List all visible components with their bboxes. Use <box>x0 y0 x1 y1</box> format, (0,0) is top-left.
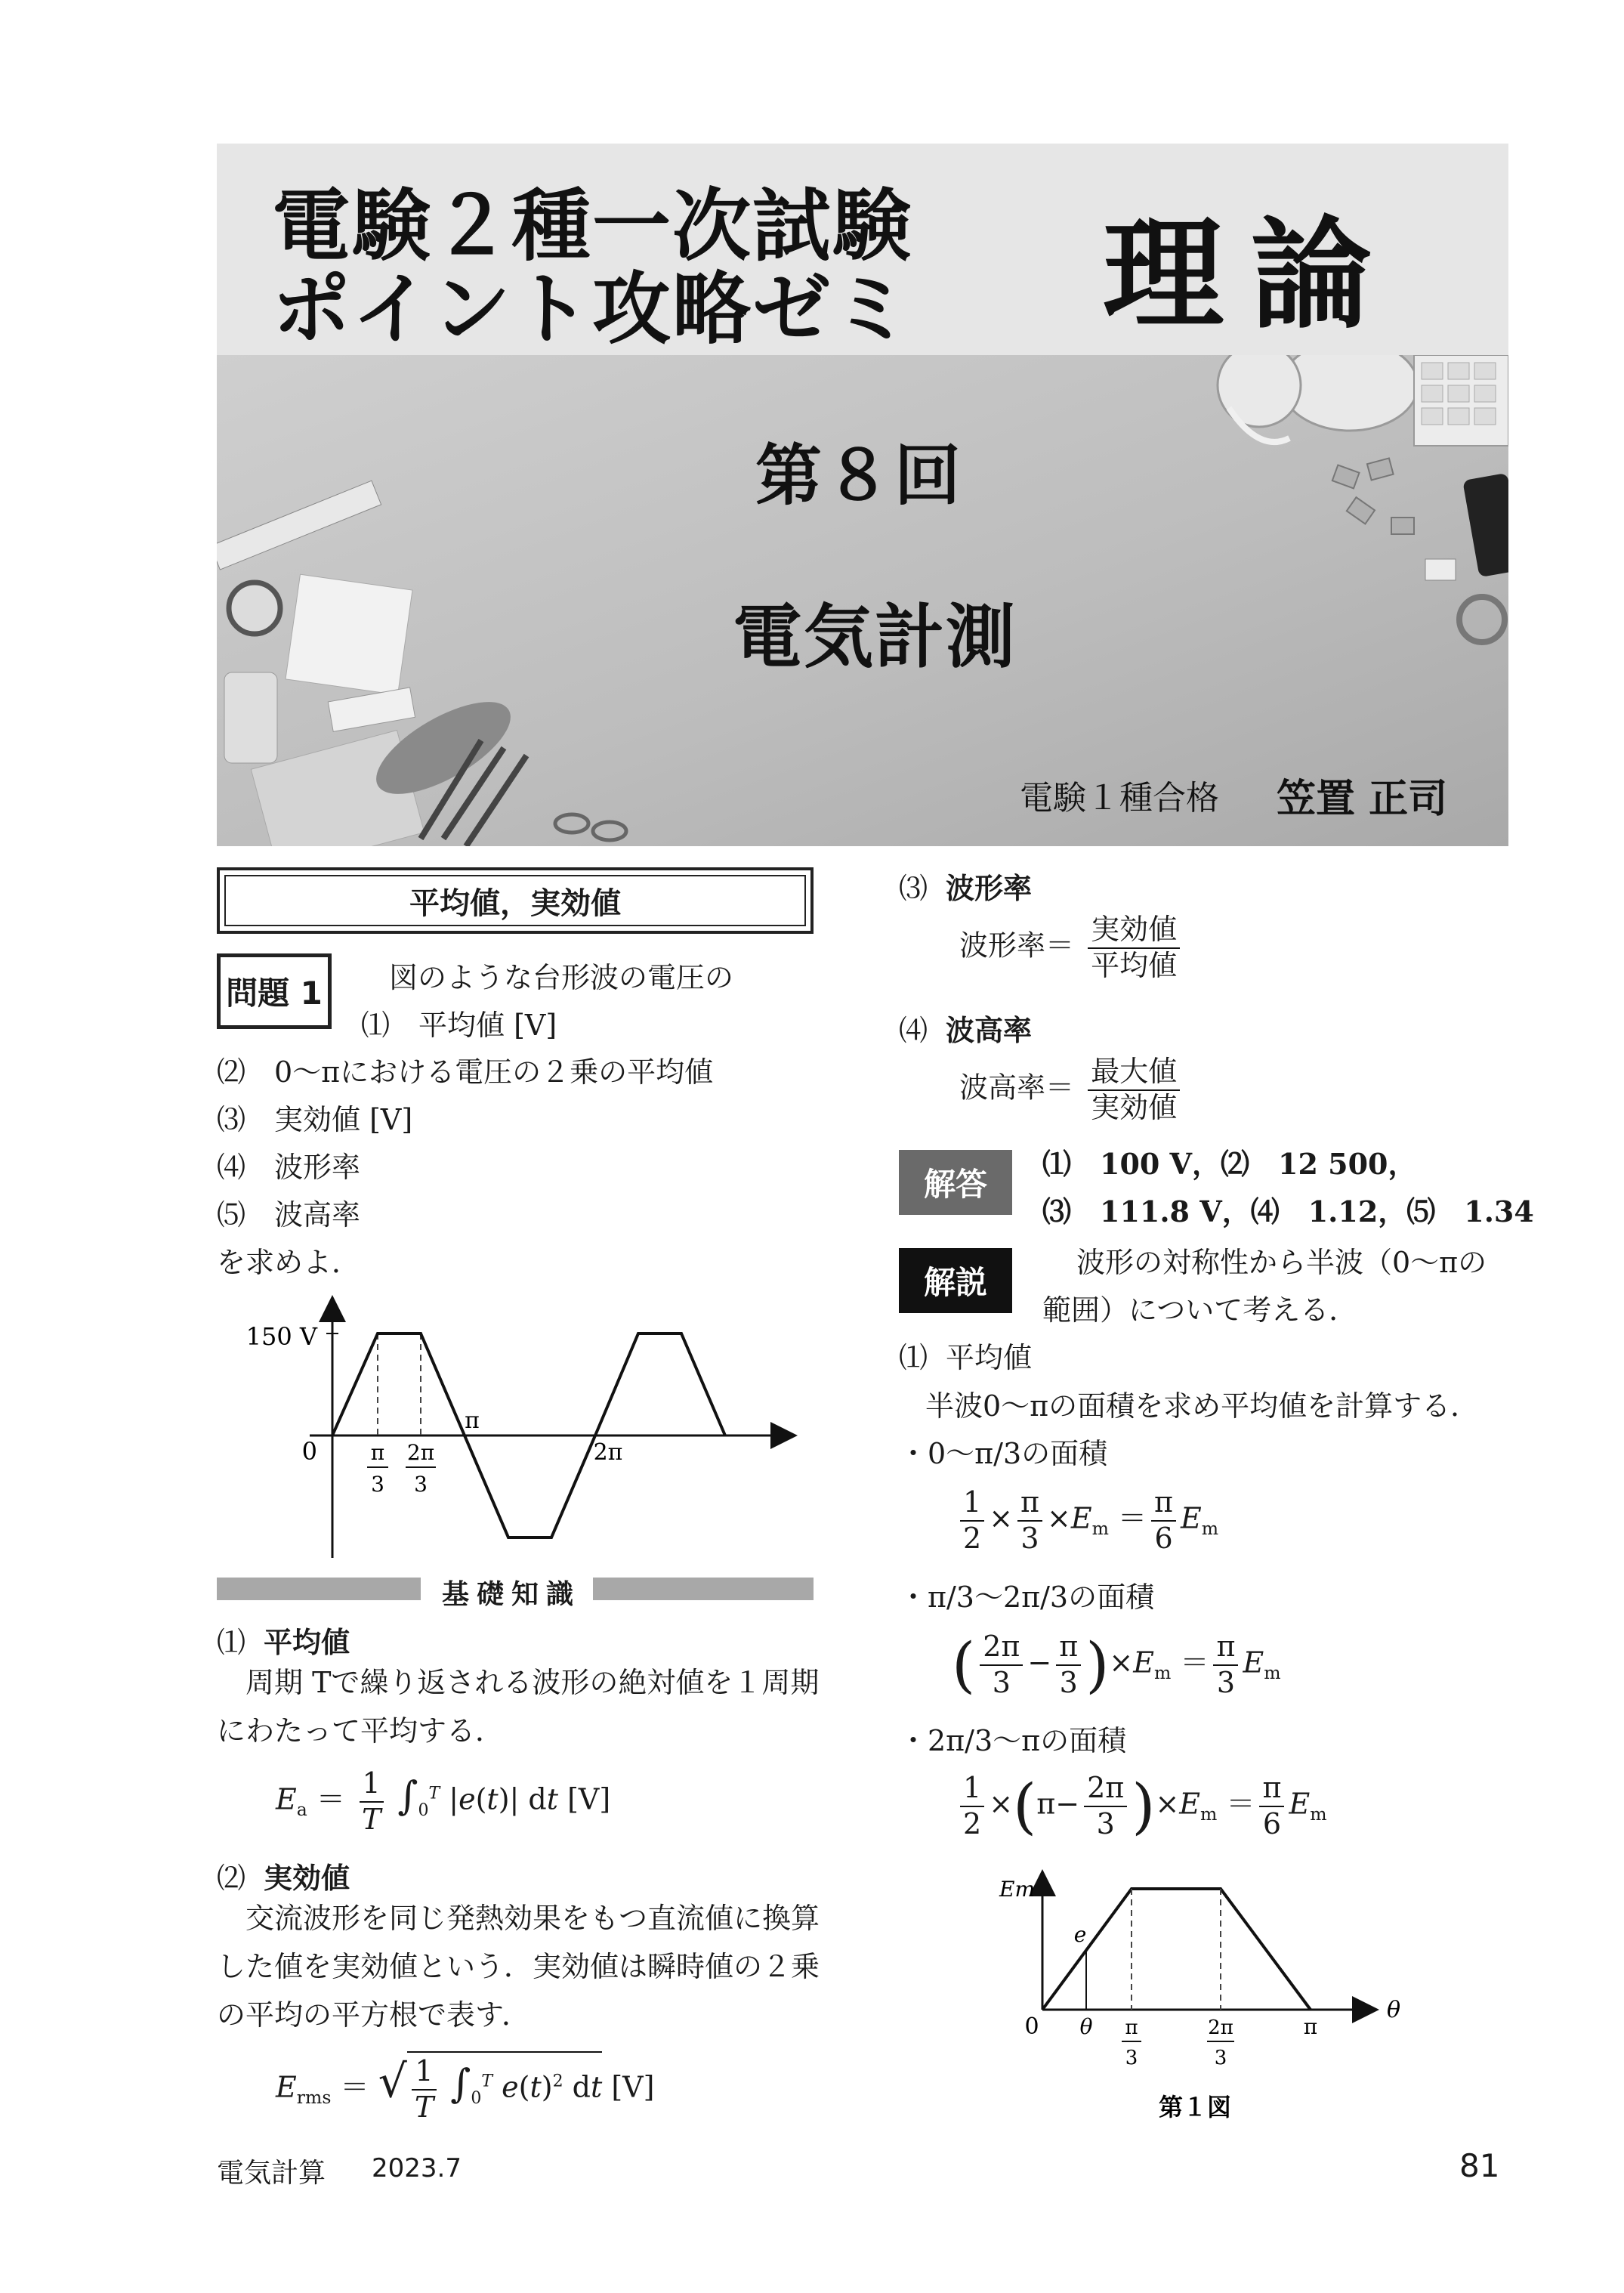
y-max-label: 150 V <box>245 1322 317 1351</box>
tick-2pi3-num: 2π <box>406 1440 435 1465</box>
avg-text-1: 周期 Tで繰り返される波形の絶対値を１周期 <box>245 1666 820 1699</box>
trapezoid-line <box>1042 1889 1311 2010</box>
problem-line: ⑴ 平均値 [V] <box>361 1009 557 1042</box>
problem-line: を求めよ． <box>217 1246 361 1279</box>
rms-heading <box>217 1855 350 1896</box>
sol-num: ⑴ <box>899 1341 928 1374</box>
rms-text-3: の平均の平方根で表す． <box>217 1998 530 2032</box>
subject-title: 理論 <box>1103 204 1400 345</box>
ff-denominator: 平均値 <box>1091 948 1178 982</box>
avg-num: ⑴ <box>217 1626 246 1659</box>
lesson-topic: 電気計測 <box>733 597 1017 678</box>
tick-pi3-num: π <box>370 1440 385 1465</box>
cf-title: 波高率 <box>946 1014 1033 1047</box>
problem-badge: 問題 1 <box>217 953 332 1029</box>
answer-line-1: ⑴ 100 V，⑵ 12 500， <box>1042 1147 1417 1181</box>
ff-title: 波形率 <box>946 872 1033 905</box>
tick-2pi3-den: 3 <box>414 1472 428 1497</box>
problem-line: ⑶ 実効値 [V] <box>217 1103 413 1136</box>
rms-formula: $E_{rms}$ ＝ √ $\frac{1}{T}$ $\int_0^T$ $e(t)^2$ dt [V] <box>276 2051 654 2124</box>
ff-num: ⑶ <box>899 872 928 905</box>
ff-lhs: 波形率＝ <box>959 929 1075 963</box>
tick-pi3-num: π <box>1125 2016 1138 2039</box>
kiso-heading: 基礎知識 <box>442 1579 582 1610</box>
lesson-number: 第８回 <box>755 437 965 515</box>
explain-line-2: 範囲）について考える． <box>1042 1293 1358 1327</box>
series-title-line2: ポイント攻略ゼミ <box>272 263 913 355</box>
cf-denominator: 実効値 <box>1091 1090 1178 1124</box>
answer-line-2: ⑶ 111.8 V，⑷ 1.12，⑸ 1.34 <box>1042 1194 1534 1228</box>
area-2-label: ・π/3〜2π/3の面積 <box>899 1581 1155 1614</box>
explanation-badge: 解説 <box>899 1248 1012 1313</box>
footer-journal: 電気計算 <box>217 2158 326 2189</box>
area-1-label: ・0〜π/3の面積 <box>899 1437 1108 1470</box>
area-3-formula: $\frac{1}{2}$ ×(π− $\frac{2\pi}{3}$ )$\times E_m$ ＝ $\frac{\pi}{6}$ $E_m$ <box>956 1772 1327 1841</box>
avg-formula: $E_a$ ＝ $\frac{1}{T}$ $\int_0^T$ |e(t)| dt [V] <box>276 1766 611 1836</box>
solution-heading <box>899 1343 1032 1372</box>
avg-text-2: にわたって平均する． <box>217 1714 505 1748</box>
area-3-label: ・2π/3〜πの面積 <box>899 1724 1127 1757</box>
crest-factor-formula <box>959 1056 1184 1124</box>
area-1-formula: $\frac{1}{2}$ × $\frac{\pi}{3}$ $\times E_m$ ＝ $\frac{\pi}{6}$ $E_m$ <box>956 1487 1218 1555</box>
origin-label: 0 <box>1024 2013 1039 2040</box>
area-2-formula: ( $\frac{2\pi}{3}$ − $\frac{\pi}{3}$ )$\times E_m$ ＝ $\frac{\pi}{3}$ $E_m$ <box>952 1630 1281 1700</box>
explain-line-1: 波形の対称性から半波（0〜πの <box>1076 1246 1487 1279</box>
avg-title: 平均値 <box>264 1626 350 1659</box>
page-number: 81 <box>1459 2147 1500 2184</box>
problem-line: ⑵ 0〜πにおける電圧の２乗の平均値 <box>217 1055 714 1089</box>
avg-heading <box>217 1619 350 1661</box>
sol-title: 平均値 <box>946 1341 1033 1374</box>
ff-numerator: 実効値 <box>1088 914 1180 949</box>
rms-text-2: した値を実効値という．実効値は瞬時値の２乗 <box>217 1950 820 1983</box>
author-label: 電験１種合格 <box>1020 779 1219 817</box>
cf-lhs: 波高率＝ <box>959 1071 1075 1105</box>
theta-axis-label: θ <box>1386 1997 1401 2023</box>
two-pi-label: 2π <box>593 1439 623 1466</box>
author-name: 笠置 正司 <box>1277 777 1448 822</box>
rms-text-1: 交流波形を同じ発熱効果をもつ直流値に換算 <box>245 1902 820 1935</box>
theta-tick-label: θ <box>1079 2014 1093 2039</box>
section-title-box <box>217 867 814 934</box>
rms-num: ⑵ <box>217 1862 246 1895</box>
problem-line: ⑷ 波形率 <box>217 1151 361 1184</box>
em-label: Em <box>999 1877 1035 1902</box>
kiso-bar-right <box>593 1578 814 1600</box>
crest-factor-heading <box>899 1007 1032 1049</box>
footer-date: 2023.7 <box>372 2153 462 2183</box>
trapezoid-waveform-figure <box>227 1284 816 1564</box>
tick-pi3-den: 3 <box>1125 2047 1138 2069</box>
tick-pi3-den: 3 <box>371 1472 384 1497</box>
problem-line: ⑸ 波高率 <box>217 1198 361 1231</box>
form-factor-heading <box>899 865 1032 907</box>
form-factor-formula <box>959 914 1184 982</box>
series-title-line1: 電験２種一次試験 <box>272 180 913 272</box>
pi-label: π <box>465 1408 480 1434</box>
tick-2pi3-den: 3 <box>1214 2047 1227 2069</box>
solution-text: 半波0〜πの面積を求め平均値を計算する． <box>925 1389 1480 1423</box>
tick-2pi3-num: 2π <box>1208 2016 1233 2039</box>
cf-num: ⑷ <box>899 1014 928 1047</box>
e-label: e <box>1073 1922 1087 1947</box>
pi-label: π <box>1303 2014 1318 2039</box>
cf-numerator: 最大値 <box>1088 1056 1180 1091</box>
rms-title: 実効値 <box>264 1862 350 1895</box>
problem-line: 図のような台形波の電圧の <box>389 961 734 994</box>
section-title: 平均値，実効値 <box>224 875 806 926</box>
figure-caption: 第１図 <box>1158 2093 1232 2121</box>
origin-label: 0 <box>301 1437 317 1466</box>
half-wave-figure <box>982 1866 1405 2138</box>
answer-badge: 解答 <box>899 1150 1012 1215</box>
kiso-bar-left <box>217 1578 421 1600</box>
